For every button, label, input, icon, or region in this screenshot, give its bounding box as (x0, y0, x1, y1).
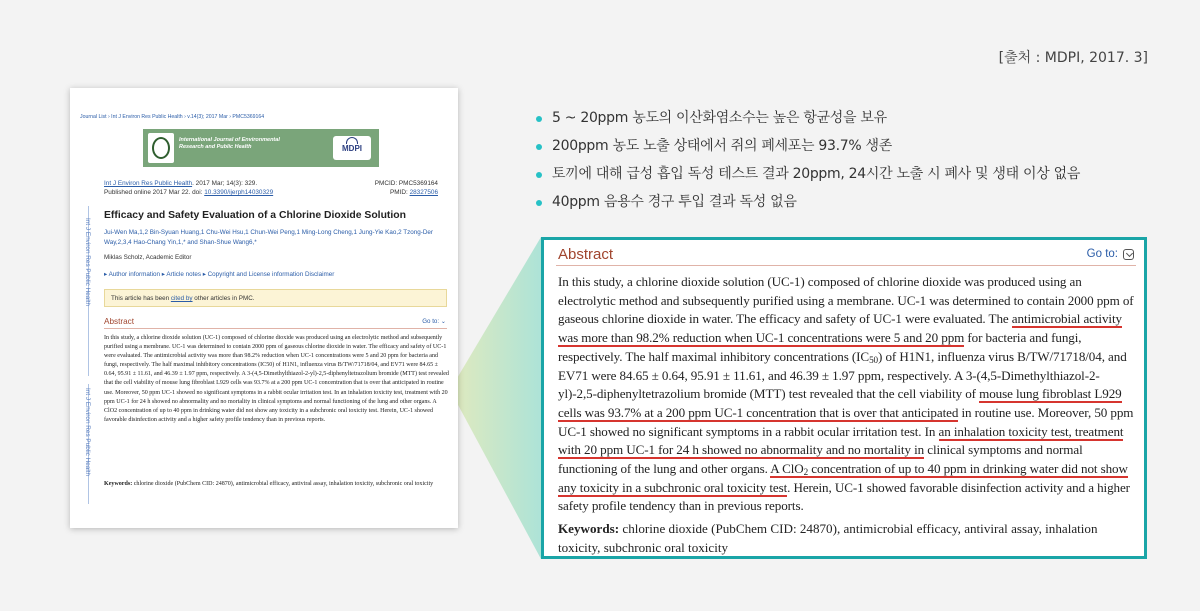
bullet-item: 200ppm 농도 노출 상태에서 쥐의 폐세포는 93.7% 생존 (535, 136, 1080, 164)
article-title: Efficacy and Safety Evaluation of a Chlorine Dioxide Solution (104, 210, 406, 221)
article-page (70, 88, 458, 528)
cited-by-notice: This article has been cited by other articles in PMC. (104, 289, 447, 307)
academic-editor: Miklas Scholz, Academic Editor (104, 254, 192, 261)
abstract-divider (104, 328, 447, 329)
highlight-cell-viability: mouse lung fibroblast L929 cells was 93.7% at a 200 ppm UC-1 concentration that is over that anticipated (558, 386, 1122, 420)
pmc-ids: PMCID: PMC5369164 PMID: 28327506 (374, 180, 438, 196)
highlight-inhalation: an inhalation toxicity test, treatment with 20 ppm UC-1 for 24 h showed no abnormality and no mortality in (558, 423, 1124, 458)
zoom-divider (556, 265, 1136, 266)
bullet-item: 토끼에 대해 급성 흡입 독성 테스트 결과 20ppm, 24시간 노출 시 폐사 및 생태 이상 없음 (535, 164, 1080, 192)
side-journal-label: Int J Environ Res Public Health (84, 218, 91, 307)
pmid-link[interactable]: 28327506 (409, 189, 438, 196)
article-meta-links[interactable]: ▸ Author information ▸ Article notes ▸ Copyright and License information Disclaimer (104, 271, 335, 278)
summary-bullets (535, 108, 1080, 220)
journal-link[interactable]: Int J Environ Res Public Health (104, 180, 193, 187)
journal-logo-icon (148, 133, 174, 163)
goto-button[interactable]: Go to: ⌄ (422, 318, 446, 325)
highlight-oral-toxicity: A ClO$_2$ concentration of up to 40 ppm in drinking water did not show any toxicity in a subchronic oral toxicity test (558, 461, 1128, 495)
author-list[interactable]: Jui-Wen Ma,1,2 Bin-Syuan Huang,1 Chu-Wei Hsu,1 Chun-Wei Peng,1 Ming-Long Cheng,1 Jung-Yie Kao,2 Tzong-Der Way,2,3,4 Hao-Chang Yin,1,* and Shan-Shue Wang6,* (104, 229, 434, 246)
pmcid: PMCID: PMC5369164 (374, 180, 438, 187)
journal-banner (143, 129, 379, 167)
abstract-heading: Abstract (104, 317, 135, 326)
mdpi-logo: MDPI (333, 136, 371, 160)
zoom-abstract-heading: Abstract (558, 246, 614, 263)
zoom-abstract-text: In this study, a chlorine dioxide solution (UC-1) composed of chlorine dioxide was produced using an electrolytic method and subsequently purified using a membrane. UC-1 was determined to contain 2000 ppm of gaseous chlorine dioxide in water. The efficacy and safety of UC-1 were evaluated. The antimicrobial activity was more than 98.2% reduction when UC-1 concentrations were 5 and 20 ppm for bacteria and fungi, respectively. The half maximal inhibitory concentrations $(IC_{50})$ of H1N1, influenza virus B/TW/71718/04, and EV71 were 84.65 ± 0.64, 95.91 ± 11.61, and 46.39 ± 1.97 ppm, respectively. A 3-(4,5-Dimethylthiazol-2-yl)-2,5-diphenyltetrazolium bromide (MTT) test revealed that the cell viability of mouse lung fibroblast L929 cells was 93.7% at a 200 ppm UC-1 concentration that is over that anticipated in routine use. Moreover, 50 ppm UC-1 showed no significant symptoms in a rabbit ocular irritation test. In an inhalation toxicity test, treatment with 20 ppm UC-1 for 24 h showed no abnormality and no mortality in clinical symptoms and normal functioning of the lung and other organs. A ClO$_2$ concentration of up to 40 ppm in drinking water did not show any toxicity in a subchronic oral toxicity test. Herein, UC-1 showed favorable disinfection activity and a higher safety profile tendency than in previous reports. (558, 274, 1134, 514)
doi-link[interactable]: 10.3390/ijerph14030329 (204, 189, 274, 196)
breadcrumb[interactable]: Journal List › Int J Environ Res Public Health › v.14(3); 2017 Mar › PMC5369164 (80, 114, 265, 120)
highlight-antimicrobial: antimicrobial activity was more than 98.2% reduction when UC-1 concentrations were 5 and 20 ppm (558, 311, 1122, 346)
journal-banner-title: International Journal of Environmental Research and Public Health (179, 137, 280, 150)
side-journal-label: Int J Environ Res Public Health (84, 388, 91, 477)
bullet-item: 40ppm 음용수 경구 투입 결과 독성 없음 (535, 192, 1080, 220)
cited-by-link[interactable]: cited by (170, 295, 193, 302)
citation: Int J Environ Res Public Health. 2017 Mar; 14(3): 329. Published online 2017 Mar 22. doi: 10.3390/ijerph14030329 (104, 180, 274, 196)
zoom-keywords: Keywords: chlorine dioxide (PubChem CID: 24870), antimicrobial efficacy, antiviral assay, inhalation toxicity, subchronic oral toxicity (558, 521, 1098, 555)
source-caption: [출처 : MDPI, 2017. 3] (998, 50, 1148, 66)
zoomed-abstract (541, 237, 1147, 559)
keywords: Keywords: chlorine dioxide (PubChem CID: 24870), antimicrobial efficacy, antiviral assay, inhalation toxicity, subchronic oral toxicity (104, 481, 434, 487)
chevron-down-icon (1123, 249, 1134, 260)
abstract-text: In this study, a chlorine dioxide solution (UC-1) composed of chlorine dioxide was produced using an electrolytic method and subsequently purified using a membrane. UC-1 was determined to contain 2000 ppm of gaseous chlorine dioxide in water. The efficacy and safety of UC-1 were evaluated. The antimicrobial activity was more than 98.2% reduction when UC-1 concentrations were 5 and 20 ppm for bacteria and fungi, respectively. The half maximal inhibitory concentrations (IC50) of H1N1, influenza virus B/TW/71718/04, and EV71 were 84.65 ± 0.64, 95.91 ± 11.61, and 46.39 ± 1.97 ppm, respectively. A 3-(4,5-Dimethylthiazol-2-yl)-2,5-diphenyltetrazolium bromide (MTT) test revealed that the cell viability of mouse lung fibroblast L929 cells was 93.7% at a 200 ppm UC-1 concentration that is over that anticipated in routine use. Moreover, 50 ppm UC-1 showed no significant symptoms in a rabbit ocular irritation test. In an inhalation toxicity test, treatment with 20 ppm UC-1 for 24 h showed no abnormality and no mortality in clinical symptoms and normal functioning of the lung and other organs. A ClO2 concentration of up to 40 ppm in drinking water did not show any toxicity in a subchronic oral toxicity test. Herein, UC-1 showed favorable disinfection activity and a higher safety profile tendency than in previous reports. (104, 335, 449, 423)
zoom-goto-button[interactable]: Go to: (1087, 248, 1134, 260)
bullet-item: 5 ~ 20ppm 농도의 이산화염소수는 높은 항균성을 보유 (535, 108, 1080, 136)
